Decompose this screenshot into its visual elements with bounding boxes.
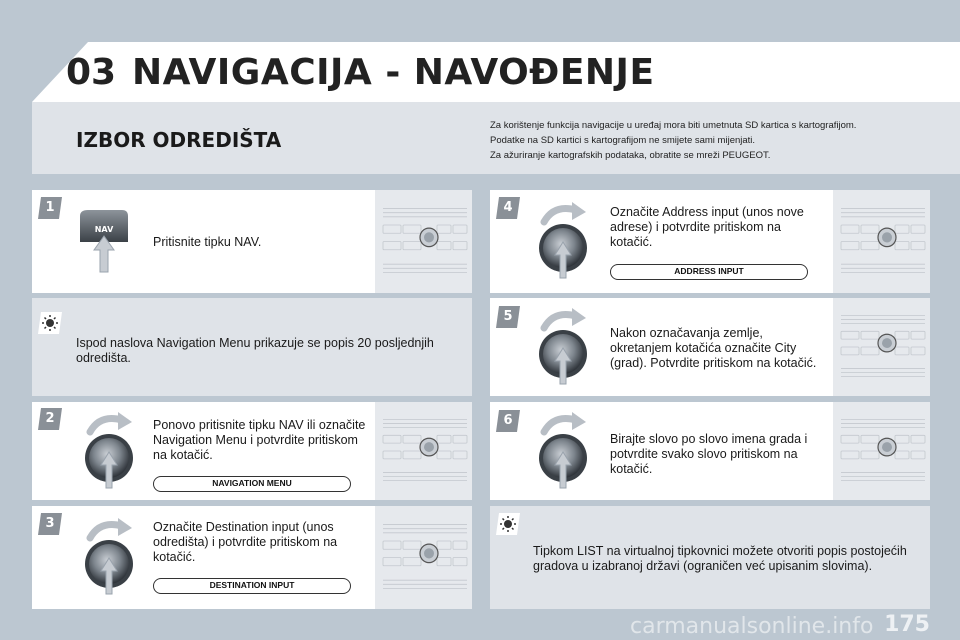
- info-notes: [490, 118, 856, 163]
- nav-button-icon: [76, 208, 130, 279]
- dashboard-illustration: [375, 506, 472, 609]
- chapter-number: 03: [66, 52, 117, 93]
- step-3-badge: 3: [38, 513, 62, 535]
- step-5-badge: 5: [496, 306, 520, 328]
- dashboard-illustration: [375, 190, 472, 293]
- step-1-text: Pritisnite tipku NAV.: [153, 235, 262, 249]
- step-2-text: Ponovo pritisnite tipku NAV ili označite Navigation Menu i potvrdite pritiskom na kotačić.: [153, 418, 366, 462]
- step-4-text: Označite Address input (unos nove adrese) i potvrdite pritiskom na kotačić.: [610, 205, 804, 249]
- section-title: IZBOR ODREDIŠTA: [76, 128, 282, 152]
- nav-button-label: NAV: [94, 225, 114, 234]
- step-2-badge: 2: [38, 408, 62, 430]
- note-line: Za ažuriranje kartografskih podataka, obratite se mreži PEUGEOT.: [490, 150, 771, 161]
- rotary-knob-icon: [536, 410, 594, 495]
- note-line: Podatke na SD kartici s kartografijom ne smijete sami mijenjati.: [490, 135, 756, 146]
- step-6-text: Birajte slovo po slovo imena grada i potvrdite svako slovo pritiskom na kotačić.: [610, 432, 808, 476]
- sun-tip-icon: [38, 312, 62, 339]
- dashboard-illustration: [375, 402, 472, 500]
- navigation-menu-pill: NAVIGATION MENU: [153, 476, 351, 492]
- address-input-pill: ADDRESS INPUT: [610, 264, 808, 280]
- step-6-badge: 6: [496, 410, 520, 432]
- destination-input-pill: DESTINATION INPUT: [153, 578, 351, 594]
- dashboard-illustration: [833, 298, 930, 396]
- rotary-knob-icon: [536, 200, 594, 285]
- watermark: carmanualsonline.info: [630, 614, 874, 639]
- rotary-knob-icon: [82, 410, 140, 495]
- step-3-text: Označite Destination input (unos odredišta) i potvrdite pritiskom na kotačić.: [153, 520, 338, 564]
- step-5-text: Nakon označavanja zemlje, okretanjem kotačića označite City (grad). Potvrdite pritiskom na kotačić.: [610, 326, 817, 370]
- step-1-badge: 1: [38, 197, 62, 219]
- page-number: 175: [884, 612, 930, 637]
- rotary-knob-icon: [536, 306, 594, 391]
- tip-1-text: Ispod naslova Navigation Menu prikazuje se popis 20 posljednjih odredišta.: [76, 336, 434, 365]
- dashboard-illustration: [833, 402, 930, 500]
- dashboard-illustration: [833, 190, 930, 293]
- note-line: Za korištenje funkcija navigacije u uređaj mora biti umetnuta SD kartica s kartografijom.: [490, 120, 857, 131]
- tip-2-text: Tipkom LIST na virtualnoj tipkovnici možete otvoriti popis postojećih gradova u izabranoj državi (ograničen već upisanim slovima).: [533, 544, 907, 573]
- chapter-title: NAVIGACIJA - NAVOĐENJE: [132, 52, 655, 93]
- sun-tip-icon: [496, 513, 520, 540]
- step-4-badge: 4: [496, 197, 520, 219]
- rotary-knob-icon: [82, 516, 140, 601]
